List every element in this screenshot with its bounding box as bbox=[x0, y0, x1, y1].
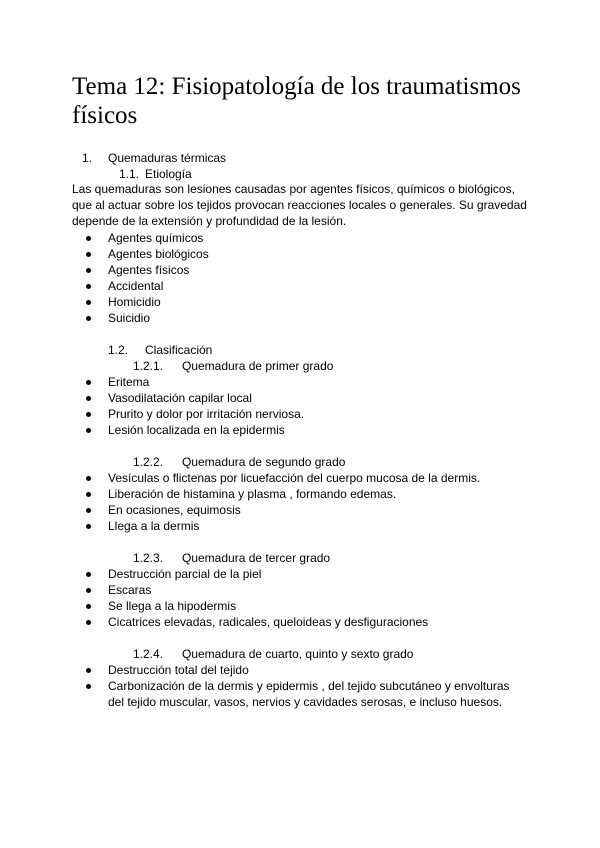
bullet-icon bbox=[86, 668, 91, 673]
bullet-icon bbox=[86, 604, 91, 609]
bullet-icon bbox=[86, 268, 91, 273]
bullet-icon bbox=[86, 380, 91, 385]
heading-1-2-1-number: 1.2.1. bbox=[133, 359, 164, 373]
bullet-icon bbox=[86, 428, 91, 433]
heading-1-1 bbox=[0, 167, 600, 183]
heading-1-2-2-label: Quemadura de segundo grado bbox=[182, 455, 346, 469]
heading-1-2-2-number: 1.2.2. bbox=[133, 455, 164, 469]
bullet-icon bbox=[86, 508, 91, 513]
bullet-icon bbox=[86, 396, 91, 401]
document-page: Tema 12: Fisiopatología de los traumatismos físicos 1. Quemaduras térmicas 1.1. Etiología Las quemaduras son lesiones causadas por agentes físicos, químicos o biológicos, que al actuar sobre los tejidos provocan reacciones locales o generales. Su gravedad depende de la extensión y profundidad de la lesión. Agentes químicos Agentes biológicos Agentes físicos Accidental Homicidio Suicidio 1.2. Clasificación 1.2.1. Quemadura de primer grado Eritema Vasodilatación capilar local Prurito y dolor por irritación nerviosa. Lesión localizada en la epidermis 1.2.2. Quemadura de segundo grado Vesículas o flictenas por licuefacción del cuerpo mucosa de la dermis. Liberación de histamina y plasma , formando edemas. En ocasiones, equimosis Llega a la dermis 1.2.3. Quemadura de tercer grado Destrucción parcial de la piel Escaras Se llega a la hipodermis Cicatrices elevadas, radicales, queloideas y desfiguraciones 1.2.4. Quemadura de cuarto, quinto y sexto grado Destrucción total del tejido Carbonización de la dermis y epidermis , del tejido subcutáneo y envolturas del tejido muscular, vasos, nervios y cavidades serosas, e incluso huesos. bbox=[0, 0, 600, 848]
heading-1-2-4-number: 1.2.4. bbox=[133, 647, 164, 661]
bullet-icon bbox=[86, 684, 91, 689]
heading-1-label: Quemaduras térmicas bbox=[108, 151, 227, 165]
heading-1-2-4-label: Quemadura de cuarto, quinto y sexto grado bbox=[182, 647, 414, 661]
heading-1-2-3-label: Quemadura de tercer grado bbox=[182, 551, 331, 565]
document-title: Tema 12: Fisiopatología de los traumatismos físicos bbox=[72, 73, 521, 129]
bullet-icon bbox=[86, 620, 91, 625]
heading-1-1-label: Etiología bbox=[145, 167, 192, 181]
bullet-icon bbox=[86, 476, 91, 481]
bullet-icon bbox=[86, 300, 91, 305]
heading-1-2-number: 1.2. bbox=[108, 343, 129, 357]
heading-1-2-3 bbox=[0, 551, 600, 567]
etiologia-paragraph: Las quemaduras son lesiones causadas por agentes físicos, químicos o biológicos, que al actuar sobre los tejidos provocan reacciones locales o generales. Su gravedad depende de la extensión y profundidad de la lesión. bbox=[72, 182, 527, 228]
heading-1-2-label: Clasificación bbox=[145, 343, 213, 357]
heading-1-2-1-label: Quemadura de primer grado bbox=[182, 359, 334, 373]
heading-1-1-number: 1.1. bbox=[119, 167, 140, 181]
bullet-icon bbox=[86, 572, 91, 577]
bullet-icon bbox=[86, 412, 91, 417]
bullet-icon bbox=[86, 316, 91, 321]
heading-1 bbox=[0, 151, 600, 167]
bullet-icon bbox=[86, 236, 91, 241]
heading-1-2-4 bbox=[0, 647, 600, 663]
heading-1-number: 1. bbox=[82, 151, 93, 165]
heading-1-2-3-number: 1.2.3. bbox=[133, 551, 164, 565]
heading-1-2-1 bbox=[0, 359, 600, 375]
bullet-icon bbox=[86, 252, 91, 257]
bullet-icon bbox=[86, 524, 91, 529]
bullet-icon bbox=[86, 284, 91, 289]
bullet-icon bbox=[86, 588, 91, 593]
bullet-icon bbox=[86, 492, 91, 497]
heading-1-2 bbox=[0, 343, 600, 359]
heading-1-2-2 bbox=[0, 455, 600, 471]
